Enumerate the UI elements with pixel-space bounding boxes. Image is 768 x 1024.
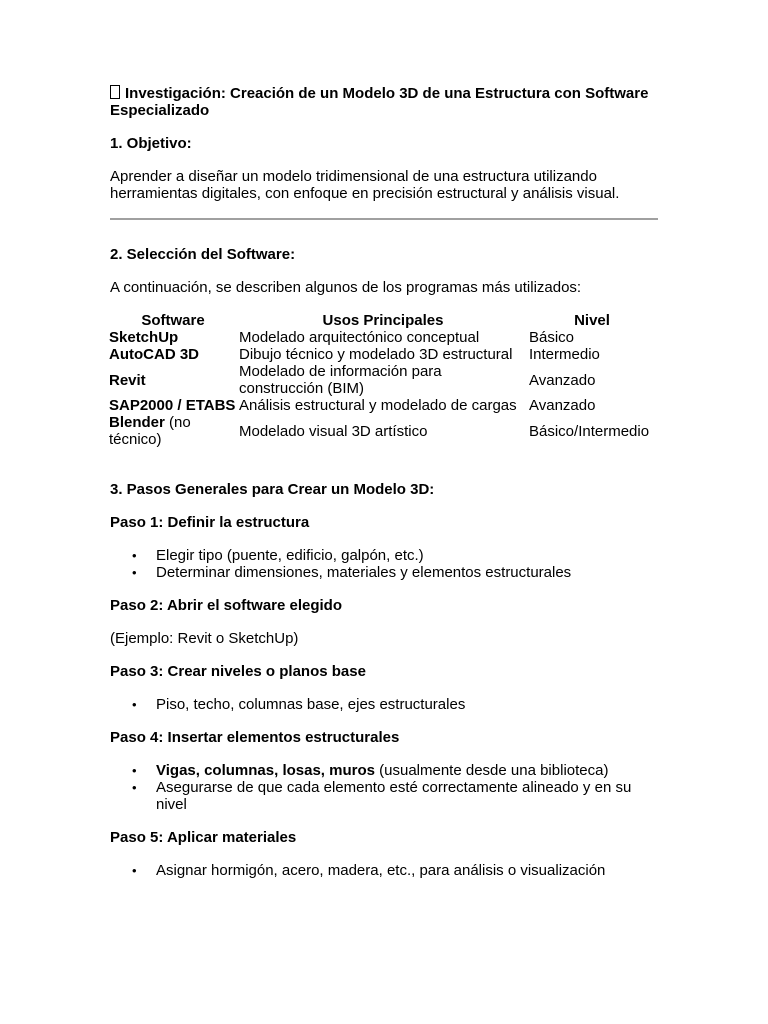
table-cell-uses: Modelado de información para construcción (BIM) bbox=[239, 363, 442, 397]
table-cell-level: Intermedio bbox=[529, 346, 600, 363]
document-body bbox=[110, 85, 658, 895]
table-row bbox=[108, 397, 656, 414]
list-item: • Piso, techo, columnas base, ejes estructurales bbox=[156, 696, 658, 713]
list-item: • Asegurarse de que cada elemento esté correctamente alineado y en su nivel bbox=[156, 779, 658, 813]
document-title-text: Investigación: Creación de un Modelo 3D de una Estructura con Software Especializado bbox=[110, 85, 649, 119]
table-cell-level: Básico bbox=[529, 329, 575, 346]
table-cell-level: Avanzado bbox=[529, 397, 596, 414]
list-item bbox=[156, 762, 658, 779]
objetivo-text: Aprender a diseñar un modelo tridimensional de una estructura utilizando herramientas digitales, con enfoque en precisión estructural y análisis visual. bbox=[110, 168, 620, 202]
table-cell-software: AutoCAD 3D bbox=[109, 346, 199, 363]
table-row bbox=[108, 329, 656, 346]
table-cell-software: SAP2000 / ETABS bbox=[109, 397, 236, 414]
software-name: Blender bbox=[109, 414, 165, 431]
step-1-list bbox=[110, 547, 658, 581]
table-row bbox=[108, 414, 656, 448]
table-row bbox=[108, 363, 656, 397]
list-item: • Determinar dimensiones, materiales y elementos estructurales bbox=[156, 564, 658, 581]
table-cell-software: SketchUp bbox=[109, 329, 179, 346]
section-heading-pasos: 3. Pasos Generales para Crear un Modelo 3D: bbox=[110, 481, 435, 498]
software-intro: A continuación, se describen algunos de los programas más utilizados: bbox=[110, 279, 582, 296]
table-cell-uses: Modelado visual 3D artístico bbox=[239, 422, 428, 440]
table-cell-uses: Modelado arquitectónico conceptual bbox=[239, 329, 480, 346]
table-cell-uses: Análisis estructural y modelado de cargas bbox=[239, 397, 517, 414]
table-header-software: Software bbox=[141, 312, 205, 329]
step-heading-3: Paso 3: Crear niveles o planos base bbox=[110, 663, 366, 680]
table-row bbox=[108, 346, 656, 363]
step-2-text: (Ejemplo: Revit o SketchUp) bbox=[110, 630, 299, 647]
document-title bbox=[110, 85, 658, 119]
software-note: (no técnico) bbox=[109, 414, 191, 448]
section-heading-objetivo: 1. Objetivo: bbox=[110, 135, 192, 152]
table-cell-uses: Dibujo técnico y modelado 3D estructural bbox=[239, 346, 513, 363]
list-item-rest: (usualmente desde una biblioteca) bbox=[374, 762, 609, 779]
horizontal-rule bbox=[110, 218, 658, 220]
table-header-nivel: Nivel bbox=[574, 312, 610, 329]
table-cell-level: Básico/Intermedio bbox=[529, 422, 650, 440]
table-cell-software: Revit bbox=[109, 371, 146, 389]
table-header-row bbox=[108, 312, 656, 329]
list-item-bold: Vigas, columnas, losas, muros bbox=[156, 762, 375, 779]
table-cell-level: Avanzado bbox=[529, 371, 596, 389]
step-4-list bbox=[110, 762, 658, 813]
step-heading-4: Paso 4: Insertar elementos estructurales bbox=[110, 729, 400, 746]
table-header-usos: Usos Principales bbox=[322, 312, 444, 329]
step-heading-2: Paso 2: Abrir el software elegido bbox=[110, 597, 343, 614]
step-heading-1: Paso 1: Definir la estructura bbox=[110, 514, 310, 531]
section-heading-software: 2. Selección del Software: bbox=[110, 246, 296, 263]
table-cell-software bbox=[108, 414, 238, 448]
step-heading-5: Paso 5: Aplicar materiales bbox=[110, 829, 297, 846]
software-table bbox=[108, 312, 656, 448]
step-5-list bbox=[110, 862, 658, 879]
step-3-list bbox=[110, 696, 658, 713]
list-item: • Elegir tipo (puente, edificio, galpón, etc.) bbox=[156, 547, 658, 564]
list-item: • Asignar hormigón, acero, madera, etc., para análisis o visualización bbox=[156, 862, 658, 879]
missing-glyph-icon bbox=[110, 85, 120, 99]
